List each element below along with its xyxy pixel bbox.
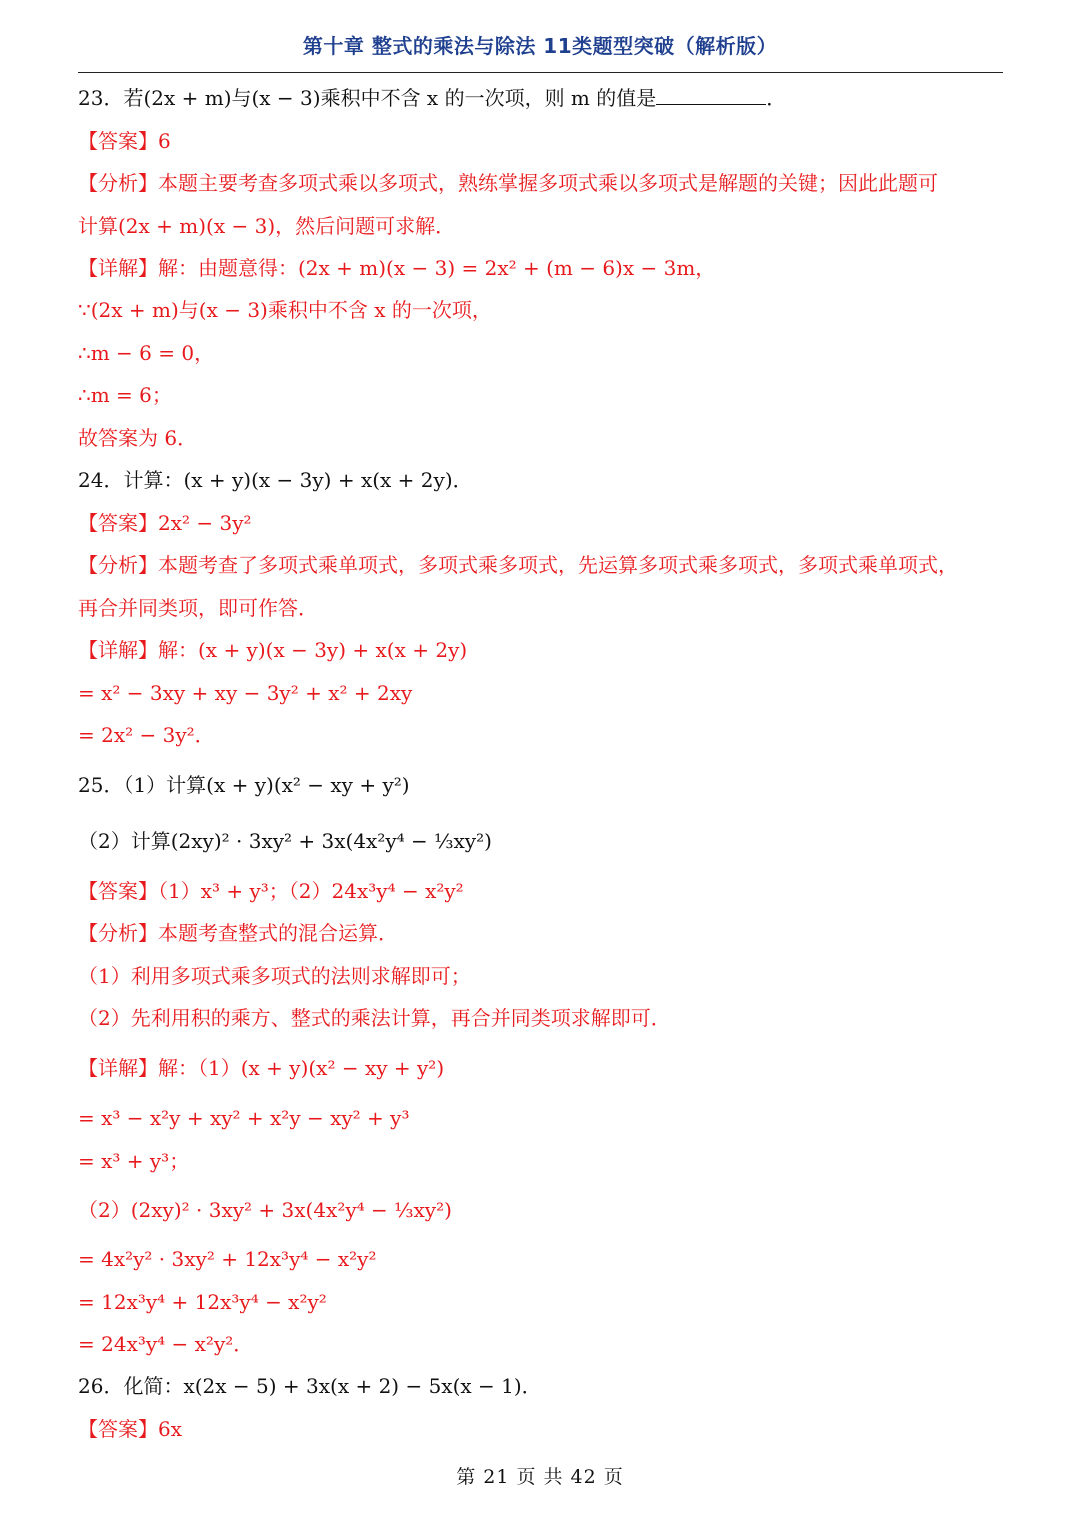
q24-detail-1: 【详解】解：(x + y)(x − 3y) + x(x + 2y) xyxy=(78,638,468,662)
q23-analysis-2: 计算(2x + m)(x − 3)，然后问题可求解． xyxy=(78,214,456,238)
q23-conclusion: 故答案为 6． xyxy=(78,426,198,450)
q23-analysis-1: 【分析】本题主要考查多项式乘以多项式，熟练掌握多项式乘以多项式是解题的关键；因此此题可 xyxy=(78,171,938,195)
q24-detail-2: = x² − 3xy + xy − 3y² + x² + 2xy xyxy=(78,681,413,705)
q24-detail-3: = 2x² − 3y²． xyxy=(78,723,215,747)
q23-question xyxy=(78,84,786,112)
q25-answer: 【答案】（1）x³ + y³；（2）24x³y⁴ − x²y² xyxy=(78,879,464,903)
q24-question: 24．计算：(x + y)(x − 3y) + x(x + 2y)． xyxy=(78,468,473,492)
q23-detail-3: ∴m − 6 = 0， xyxy=(78,341,215,365)
q23-detail-4: ∴m = 6； xyxy=(78,383,172,407)
q25-analysis-2: （1）利用多项式乘多项式的法则求解即可； xyxy=(78,964,471,988)
q25-detail-6: = 12x³y⁴ + 12x³y⁴ − x²y² xyxy=(78,1290,327,1314)
page-header-title: 第十章 整式的乘法与除法 11类题型突破（解析版） xyxy=(302,34,778,58)
page-footer: 第 21 页 共 42 页 xyxy=(456,1466,624,1488)
q25-detail-1: 【详解】解：（1）(x + y)(x² − xy + y²) xyxy=(78,1056,445,1080)
q23-detail-2: ∵(2x + m)与(x − 3)乘积中不含 x 的一次项， xyxy=(78,298,492,322)
answer-blank xyxy=(656,86,766,105)
line-tail: ． xyxy=(766,86,787,110)
q25-question-1: 25．（1）计算(x + y)(x² − xy + y²) xyxy=(78,773,410,797)
line-text: 23．若(2x + m)与(x − 3)乘积中不含 x 的一次项，则 m 的值是 xyxy=(78,86,657,110)
q25-analysis-1: 【分析】本题考查整式的混合运算． xyxy=(78,921,398,945)
q25-question-2: （2）计算(2xy)² · 3xy² + 3x(4x²y⁴ − ⅓xy²) xyxy=(78,829,492,853)
header-divider xyxy=(78,72,1003,73)
q25-detail-2: = x³ − x²y + xy² + x²y − xy² + y³ xyxy=(78,1106,410,1130)
q25-detail-5: = 4x²y² · 3xy² + 12x³y⁴ − x²y² xyxy=(78,1247,377,1271)
q24-analysis-1: 【分析】本题考查了多项式乘单项式，多项式乘多项式，先运算多项式乘多项式，多项式乘单项式， xyxy=(78,553,958,577)
q24-analysis-2: 再合并同类项，即可作答． xyxy=(78,596,318,620)
q25-detail-4: （2）(2xy)² · 3xy² + 3x(4x²y⁴ − ⅓xy²) xyxy=(78,1198,452,1222)
q26-answer: 【答案】6x xyxy=(78,1417,183,1441)
q23-answer: 【答案】6 xyxy=(78,129,171,153)
q24-answer: 【答案】2x² − 3y² xyxy=(78,511,252,535)
q25-analysis-3: （2）先利用积的乘方、整式的乘法计算，再合并同类项求解即可． xyxy=(78,1006,671,1030)
q26-question: 26．化简：x(2x − 5) + 3x(x + 2) − 5x(x − 1)． xyxy=(78,1374,542,1398)
q23-detail-1: 【详解】解：由题意得：(2x + m)(x − 3) = 2x² + (m − 6)x − 3m， xyxy=(78,256,716,280)
q25-detail-7: = 24x³y⁴ − x²y²． xyxy=(78,1332,254,1356)
q25-detail-3: = x³ + y³； xyxy=(78,1149,190,1173)
